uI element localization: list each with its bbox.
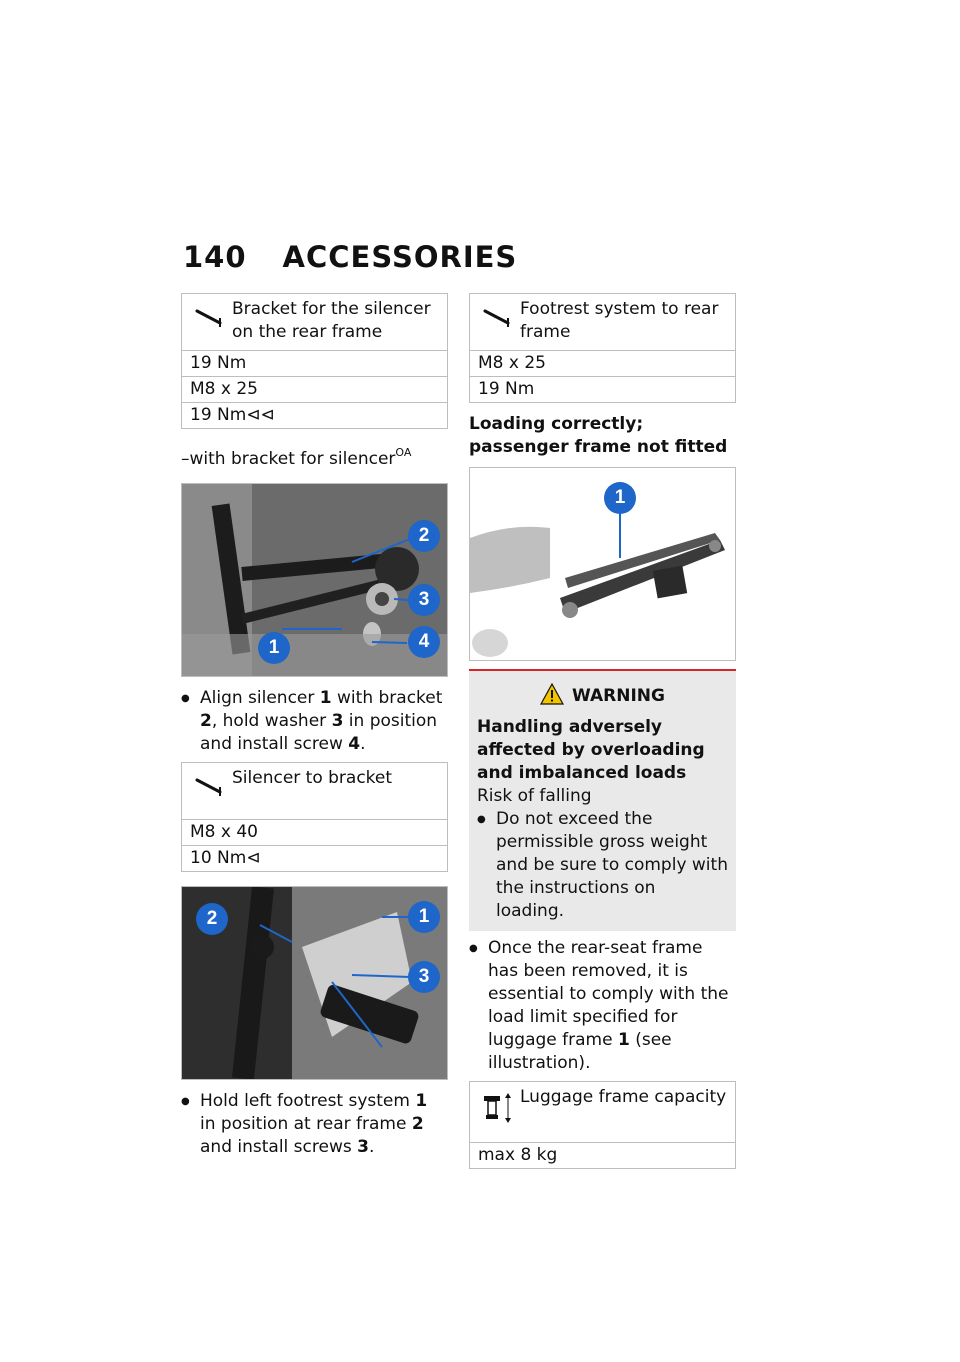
callout-1: 1 xyxy=(604,482,636,514)
part-number: 1 xyxy=(319,688,332,708)
spec-row: max 8 kg xyxy=(478,1145,558,1165)
spec-row: 10 Nm⊲ xyxy=(190,848,261,868)
spec-header xyxy=(182,763,447,820)
text: Hold left footrest system xyxy=(200,1091,416,1111)
photo-silencer-bracket xyxy=(181,483,448,677)
warning-box xyxy=(469,669,736,931)
text: . xyxy=(368,1137,375,1157)
text: Align silencer xyxy=(200,688,320,708)
callout-1: 1 xyxy=(258,632,290,664)
torque-wrench-icon xyxy=(482,308,514,328)
spec-row: M8 x 25 xyxy=(182,377,447,403)
spec-row: M8 x 25 xyxy=(470,351,735,377)
spec-row: M8 x 40 xyxy=(182,820,447,846)
text: Once the rear-seat frame has been removed, it is essential to comply with the load limit specified for luggage frame xyxy=(488,938,729,1050)
text: . xyxy=(360,734,366,754)
instruction-hold-footrest xyxy=(181,1090,448,1159)
left-column xyxy=(181,293,448,1159)
part-number: 1 xyxy=(415,1091,428,1111)
torque-wrench-icon xyxy=(194,777,226,797)
warning-risk: Risk of falling xyxy=(477,786,592,806)
text: in position at rear frame xyxy=(200,1114,412,1134)
callout-2: 2 xyxy=(196,903,228,935)
instruction-align-silencer xyxy=(181,687,448,756)
text: and install screws xyxy=(200,1137,358,1157)
spec-row: 19 Nm xyxy=(182,351,447,377)
page-number: 140 xyxy=(183,240,247,274)
spec-table-silencer-bracket xyxy=(181,762,448,872)
variant-note xyxy=(181,441,448,471)
text: in position and install screw xyxy=(200,711,438,754)
part-number: 2 xyxy=(411,1114,424,1134)
variant-note-text: –with bracket for silencer xyxy=(181,449,396,469)
callout-3: 3 xyxy=(408,584,440,616)
spec-table-luggage-capacity xyxy=(469,1081,736,1169)
warning-label xyxy=(477,683,728,706)
part-number: 2 xyxy=(200,711,212,731)
part-number: 3 xyxy=(331,711,344,731)
instruction-load-limit xyxy=(469,937,736,1075)
callout-1: 1 xyxy=(408,901,440,933)
weight-capacity-icon xyxy=(482,1090,516,1126)
spec-table-bracket-silencer xyxy=(181,293,448,429)
right-column xyxy=(469,293,736,1169)
photo-footrest-system xyxy=(181,886,448,1080)
callout-3: 3 xyxy=(408,961,440,993)
spec-header xyxy=(182,294,447,351)
warning-label-text: WARNING xyxy=(572,686,665,706)
part-number: 4 xyxy=(348,734,361,754)
warning-instruction: ● Do not exceed the permissible gross weight and be sure to comply with the instructions on loading. xyxy=(477,808,728,923)
callout-4: 4 xyxy=(408,626,440,658)
spec-header xyxy=(470,1082,735,1143)
page-header xyxy=(183,240,517,274)
spec-title: Footrest system to rear frame xyxy=(520,299,719,342)
spec-row: 19 Nm⊲⊲ xyxy=(190,405,275,425)
chapter-title: ACCESSORIES xyxy=(282,240,518,274)
warning-heading: Handling adversely affected by overloading and imbalanced loads xyxy=(477,717,705,783)
part-number: 1 xyxy=(617,1030,630,1050)
torque-wrench-icon xyxy=(194,308,226,328)
spec-table-footrest-rear-frame xyxy=(469,293,736,403)
warning-triangle-icon xyxy=(540,683,564,705)
photo-luggage-frame xyxy=(469,467,736,661)
text: , hold washer xyxy=(211,711,332,731)
spec-title: Bracket for the silencer on the rear frame xyxy=(232,299,431,342)
spec-title: Luggage frame capacity xyxy=(520,1087,727,1107)
spec-row: 19 Nm xyxy=(478,379,535,399)
spec-title: Silencer to bracket xyxy=(232,768,393,788)
callout-2: 2 xyxy=(408,520,440,552)
part-number: 3 xyxy=(357,1137,369,1157)
section-subheading: Loading correctly; passenger frame not fitted xyxy=(469,414,728,457)
text: with bracket xyxy=(331,688,443,708)
text: (see illustration). xyxy=(488,1030,672,1073)
variant-code: OA xyxy=(395,446,412,459)
spec-header xyxy=(470,294,735,351)
luggage-frame-illustration xyxy=(470,468,736,660)
